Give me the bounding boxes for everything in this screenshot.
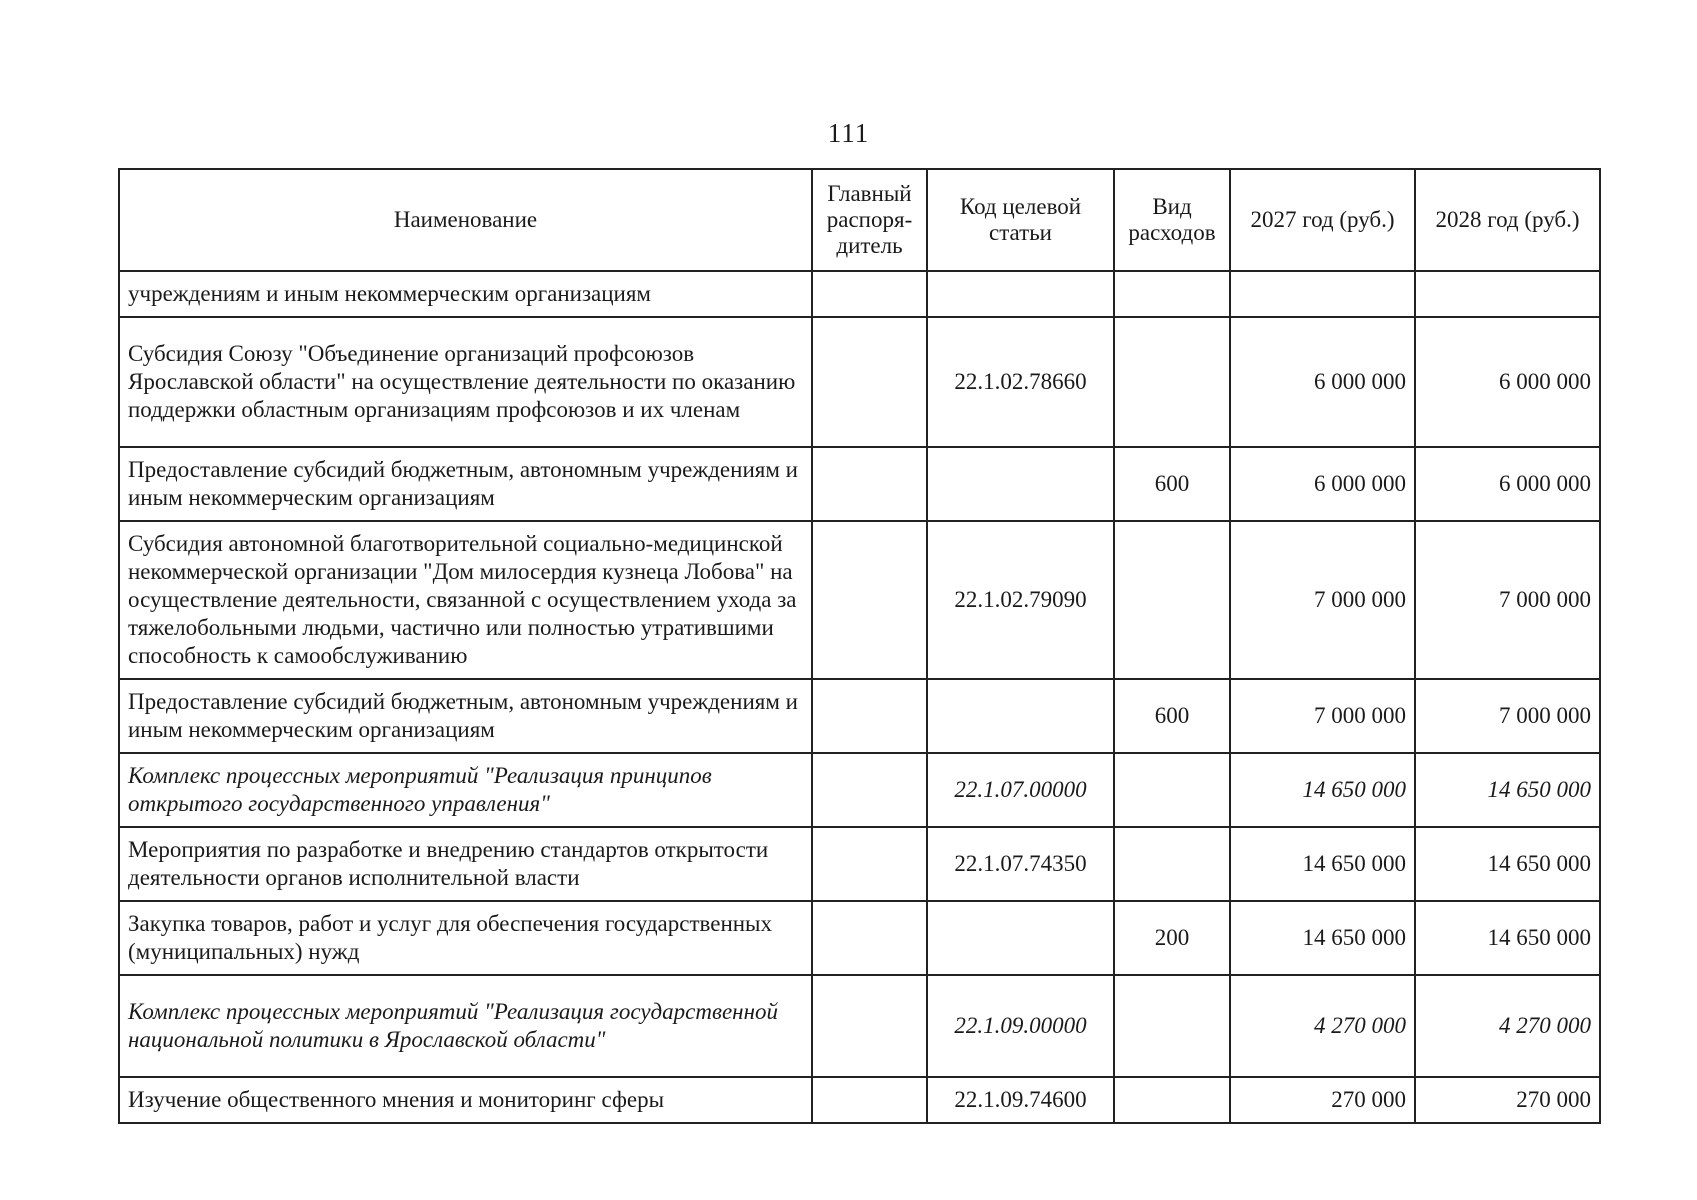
cell-2028: 4 270 000: [1415, 975, 1600, 1077]
cell-code: [927, 679, 1114, 753]
cell-name: Предоставление субсидий бюджетным, автономным учреждениям и иным некоммерческим организациям: [119, 679, 812, 753]
cell-code: 22.1.07.74350: [927, 827, 1114, 901]
table-row: [119, 271, 1600, 317]
cell-code: [927, 901, 1114, 975]
cell-2027: 6 000 000: [1230, 317, 1415, 447]
cell-2028: 6 000 000: [1415, 447, 1600, 521]
table-row: [119, 679, 1600, 753]
cell-manager: [812, 901, 927, 975]
cell-name: Комплекс процессных мероприятий "Реализация принципов открытого государственного управления": [119, 753, 812, 827]
cell-manager: [812, 975, 927, 1077]
header-type: Вид расходов: [1114, 169, 1230, 271]
cell-2027: [1230, 271, 1415, 317]
cell-type: 600: [1114, 447, 1230, 521]
cell-2027: 270 000: [1230, 1077, 1415, 1123]
cell-2028: 14 650 000: [1415, 753, 1600, 827]
cell-type: [1114, 521, 1230, 679]
cell-type: [1114, 317, 1230, 447]
header-code: Код целевой статьи: [927, 169, 1114, 271]
cell-2027: 7 000 000: [1230, 521, 1415, 679]
cell-code: 22.1.07.00000: [927, 753, 1114, 827]
table-row: [119, 317, 1600, 447]
cell-name: Предоставление субсидий бюджетным, автономным учреждениям и иным некоммерческим организациям: [119, 447, 812, 521]
cell-manager: [812, 317, 927, 447]
cell-code: 22.1.09.74600: [927, 1077, 1114, 1123]
cell-name: Субсидия автономной благотворительной социально-медицинской некоммерческой организации "Дом милосердия кузнеца Лобова" на осуществление деятельности, связанной с осуществлением ухода за тяжелобольными людьми, частично или полностью утратившими способность к самообслуживанию: [119, 521, 812, 679]
cell-name: Мероприятия по разработке и внедрению стандартов открытости деятельности органов исполнительной власти: [119, 827, 812, 901]
cell-type: [1114, 1077, 1230, 1123]
cell-manager: [812, 521, 927, 679]
cell-manager: [812, 271, 927, 317]
cell-name: Субсидия Союзу "Объединение организаций профсоюзов Ярославской области" на осуществление деятельности по оказанию поддержки областным организациям профсоюзов и их членам: [119, 317, 812, 447]
cell-manager: [812, 753, 927, 827]
cell-name: Комплекс процессных мероприятий "Реализация государственной национальной политики в Ярославской области": [119, 975, 812, 1077]
cell-2027: 14 650 000: [1230, 827, 1415, 901]
budget-table: [118, 168, 1601, 1124]
cell-2027: 6 000 000: [1230, 447, 1415, 521]
cell-manager: [812, 1077, 927, 1123]
header-2027: 2027 год (руб.): [1230, 169, 1415, 271]
cell-code: 22.1.02.78660: [927, 317, 1114, 447]
header-name: Наименование: [119, 169, 812, 271]
cell-2028: 270 000: [1415, 1077, 1600, 1123]
cell-2027: 14 650 000: [1230, 753, 1415, 827]
cell-name: Закупка товаров, работ и услуг для обеспечения государственных (муниципальных) нужд: [119, 901, 812, 975]
cell-2028: 7 000 000: [1415, 521, 1600, 679]
table-row: [119, 827, 1600, 901]
table-row: [119, 975, 1600, 1077]
cell-code: 22.1.09.00000: [927, 975, 1114, 1077]
table-row: [119, 447, 1600, 521]
table-row: [119, 901, 1600, 975]
cell-type: [1114, 975, 1230, 1077]
cell-2028: [1415, 271, 1600, 317]
page-number: 111: [827, 118, 870, 148]
cell-type: [1114, 827, 1230, 901]
cell-type: 200: [1114, 901, 1230, 975]
cell-code: [927, 447, 1114, 521]
cell-code: [927, 271, 1114, 317]
cell-2027: 14 650 000: [1230, 901, 1415, 975]
cell-type: [1114, 753, 1230, 827]
cell-2028: 7 000 000: [1415, 679, 1600, 753]
header-manager: Главный распоря-дитель: [812, 169, 927, 271]
cell-2027: 4 270 000: [1230, 975, 1415, 1077]
cell-name: Изучение общественного мнения и мониторинг сферы: [119, 1077, 812, 1123]
cell-manager: [812, 827, 927, 901]
cell-2028: 14 650 000: [1415, 901, 1600, 975]
cell-2028: 6 000 000: [1415, 317, 1600, 447]
table-header-row: [119, 169, 1600, 271]
cell-type: [1114, 271, 1230, 317]
cell-2027: 7 000 000: [1230, 679, 1415, 753]
table-row: [119, 753, 1600, 827]
header-2028: 2028 год (руб.): [1415, 169, 1600, 271]
cell-2028: 14 650 000: [1415, 827, 1600, 901]
cell-type: 600: [1114, 679, 1230, 753]
cell-manager: [812, 447, 927, 521]
cell-name: учреждениям и иным некоммерческим организациям: [119, 271, 812, 317]
table-row: [119, 1077, 1600, 1123]
table-row: [119, 521, 1600, 679]
cell-code: 22.1.02.79090: [927, 521, 1114, 679]
cell-manager: [812, 679, 927, 753]
